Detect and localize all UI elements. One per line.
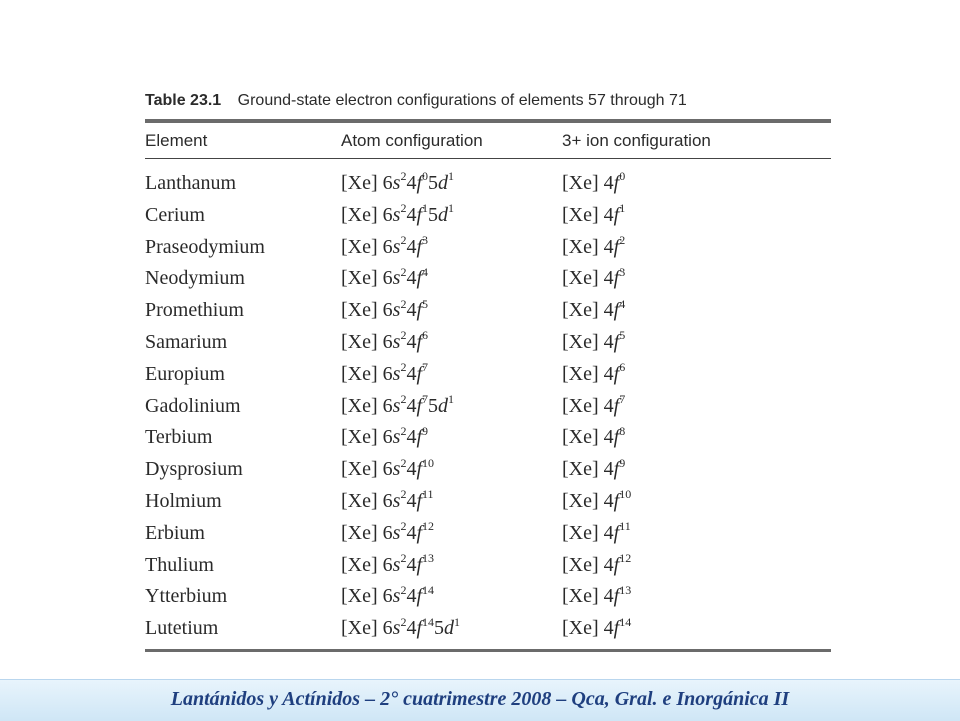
- ion-configuration: [562, 391, 626, 418]
- s-orbital-letter: s: [392, 203, 401, 226]
- element-name: Lanthanum: [145, 172, 237, 194]
- s-orbital-electrons: 2: [400, 423, 407, 438]
- f-orbital-shell: 4: [603, 585, 614, 608]
- f-orbital-letter: f: [416, 235, 422, 258]
- column-header-element: Element: [145, 131, 208, 150]
- core-xe: [Xe]: [562, 203, 604, 226]
- f-orbital-shell: 4: [603, 617, 614, 640]
- f-orbital-letter: f: [613, 458, 620, 481]
- ion-configuration: [562, 582, 632, 608]
- f-orbital-letter: f: [416, 426, 422, 449]
- element-name: Lutetium: [145, 617, 219, 640]
- f-orbital-shell: 4: [406, 617, 417, 640]
- f-orbital-electrons: 13: [619, 582, 632, 597]
- table-row: [0, 422, 960, 454]
- table-title: Ground-state electron configurations of elements 57 through 71: [237, 92, 687, 109]
- table-row: [0, 613, 960, 645]
- f-orbital-letter: f: [613, 330, 620, 353]
- s-orbital-letter: s: [392, 458, 401, 481]
- table-caption: [145, 92, 835, 116]
- f-orbital-letter: f: [416, 299, 422, 322]
- f-orbital-electrons: 3: [422, 232, 428, 247]
- element-name: Holmium: [145, 489, 222, 512]
- element-name: Europium: [145, 362, 225, 385]
- f-orbital-electrons: 9: [422, 423, 428, 438]
- ion-configuration: [562, 360, 626, 386]
- s-orbital-letter: s: [392, 299, 401, 322]
- f-orbital-letter: f: [613, 172, 620, 194]
- f-orbital-letter: f: [416, 489, 422, 512]
- element-name: Neodymium: [145, 267, 245, 290]
- s-orbital-shell: 6: [382, 585, 393, 608]
- element-name: Ytterbium: [145, 585, 228, 608]
- table-row: [0, 518, 960, 550]
- f-orbital-electrons: 1: [619, 201, 626, 216]
- core-xe: [Xe]: [562, 585, 604, 608]
- table-number: Table 23.1: [145, 92, 222, 109]
- f-orbital-electrons: 9: [619, 455, 626, 470]
- footer-text: Lantánidos y Actínidos – 2° cuatrimestre 2008 – Qca, Gral. e Inorgánica II: [170, 688, 790, 710]
- f-orbital-shell: 4: [603, 426, 614, 449]
- core-xe: [Xe]: [562, 426, 604, 449]
- s-orbital-electrons: 2: [400, 264, 407, 279]
- f-orbital-shell: 4: [406, 585, 417, 608]
- core-xe: [Xe]: [562, 235, 604, 258]
- d-orbital-shell: 5: [434, 617, 444, 640]
- ion-configuration: [562, 519, 631, 545]
- f-orbital-letter: f: [613, 203, 620, 226]
- core-xe: [Xe]: [562, 299, 604, 322]
- f-orbital-letter: f: [613, 267, 620, 290]
- f-orbital-shell: 4: [603, 362, 614, 385]
- f-orbital-letter: f: [613, 585, 620, 608]
- core-xe: [Xe]: [562, 521, 604, 544]
- f-orbital-letter: f: [416, 585, 422, 608]
- table-row: [0, 550, 960, 582]
- table-bottom-rule: [145, 649, 831, 652]
- s-orbital-letter: s: [392, 426, 401, 449]
- f-orbital-electrons: 0: [619, 169, 626, 184]
- f-orbital-electrons: 5: [619, 328, 626, 343]
- core-xe: [Xe]: [341, 489, 383, 512]
- d-orbital-shell: 5: [428, 394, 438, 417]
- f-orbital-shell: 4: [603, 521, 614, 544]
- core-xe: [Xe]: [341, 426, 383, 449]
- s-orbital-electrons: 2: [400, 169, 407, 184]
- f-orbital-shell: 4: [406, 267, 417, 290]
- f-orbital-shell: 4: [603, 172, 614, 194]
- f-orbital-electrons: 10: [422, 455, 434, 470]
- element-name: Cerium: [145, 203, 205, 226]
- s-orbital-shell: 6: [382, 235, 393, 258]
- f-orbital-letter: f: [416, 617, 422, 640]
- f-orbital-shell: 4: [603, 299, 614, 322]
- element-name: Promethium: [145, 299, 244, 322]
- f-orbital-electrons: 8: [619, 423, 626, 438]
- s-orbital-shell: 6: [382, 330, 393, 353]
- s-orbital-shell: 6: [382, 489, 393, 512]
- core-xe: [Xe]: [341, 203, 383, 226]
- s-orbital-letter: s: [392, 362, 401, 385]
- f-orbital-shell: 4: [406, 521, 417, 544]
- core-xe: [Xe]: [341, 617, 383, 640]
- f-orbital-electrons: 7: [422, 391, 428, 406]
- table-row: [0, 454, 960, 486]
- f-orbital-letter: f: [613, 617, 620, 640]
- column-header-ion-configuration: 3+ ion configuration: [562, 131, 711, 150]
- atom-configuration: [341, 232, 428, 259]
- core-xe: [Xe]: [341, 235, 383, 258]
- atom-configuration: [341, 582, 434, 608]
- ion-configuration: [562, 487, 632, 513]
- s-orbital-letter: s: [392, 235, 401, 258]
- core-xe: [Xe]: [341, 330, 383, 353]
- f-orbital-electrons: 6: [422, 328, 428, 343]
- s-orbital-letter: s: [392, 617, 401, 640]
- s-orbital-letter: s: [392, 585, 401, 608]
- ion-configuration: [562, 169, 626, 195]
- d-orbital-electrons: 1: [448, 169, 454, 184]
- atom-configuration: [341, 201, 454, 227]
- f-orbital-shell: 4: [603, 330, 614, 353]
- f-orbital-letter: f: [613, 489, 620, 512]
- s-orbital-electrons: 2: [400, 201, 407, 216]
- f-orbital-shell: 4: [603, 553, 614, 576]
- s-orbital-shell: 6: [382, 458, 393, 481]
- d-orbital-letter: d: [444, 617, 454, 640]
- f-orbital-letter: f: [416, 267, 422, 290]
- s-orbital-electrons: 2: [400, 328, 407, 343]
- f-orbital-electrons: 14: [422, 614, 434, 629]
- f-orbital-electrons: 4: [422, 264, 428, 279]
- f-orbital-electrons: 14: [422, 582, 434, 597]
- s-orbital-shell: 6: [382, 299, 393, 322]
- f-orbital-letter: f: [416, 458, 422, 481]
- s-orbital-shell: 6: [382, 553, 393, 576]
- s-orbital-electrons: 2: [400, 296, 407, 311]
- f-orbital-electrons: 7: [422, 360, 428, 375]
- f-orbital-letter: f: [613, 426, 620, 449]
- d-orbital-electrons: 1: [454, 614, 460, 629]
- core-xe: [Xe]: [562, 172, 604, 194]
- ion-configuration: [562, 264, 626, 290]
- element-name: Erbium: [145, 521, 205, 544]
- core-xe: [Xe]: [341, 362, 383, 385]
- f-orbital-letter: f: [613, 394, 620, 417]
- f-orbital-letter: f: [613, 521, 620, 544]
- f-orbital-shell: 4: [603, 489, 614, 512]
- table-row: [0, 295, 960, 327]
- s-orbital-letter: s: [392, 330, 401, 353]
- ion-configuration: [562, 455, 626, 481]
- s-orbital-electrons: 2: [400, 391, 407, 406]
- d-orbital-shell: 5: [428, 172, 438, 194]
- core-xe: [Xe]: [341, 553, 383, 576]
- core-xe: [Xe]: [562, 267, 604, 290]
- d-orbital-letter: d: [438, 203, 448, 226]
- s-orbital-letter: s: [392, 267, 401, 290]
- f-orbital-shell: 4: [406, 458, 417, 481]
- s-orbital-electrons: 2: [400, 232, 407, 247]
- s-orbital-electrons: 2: [400, 550, 407, 565]
- f-orbital-electrons: 11: [422, 487, 434, 502]
- table-row: [0, 327, 960, 359]
- footer-bar: [0, 679, 960, 721]
- f-orbital-shell: 4: [406, 394, 417, 417]
- table-top-rule: [145, 119, 831, 123]
- core-xe: [Xe]: [562, 553, 604, 576]
- d-orbital-letter: d: [438, 394, 448, 417]
- atom-configuration: [341, 423, 428, 449]
- f-orbital-shell: 4: [406, 235, 417, 258]
- s-orbital-electrons: 2: [400, 487, 407, 502]
- ion-configuration: [562, 296, 626, 322]
- table-header-rule: [145, 158, 831, 159]
- f-orbital-letter: f: [613, 235, 620, 258]
- f-orbital-electrons: 1: [422, 201, 428, 216]
- f-orbital-shell: 4: [603, 394, 614, 417]
- d-orbital-letter: d: [438, 172, 448, 194]
- f-orbital-shell: 4: [603, 235, 614, 258]
- f-orbital-letter: f: [613, 362, 620, 385]
- s-orbital-electrons: 2: [400, 614, 407, 629]
- f-orbital-electrons: 2: [619, 232, 626, 247]
- table-row: [0, 391, 960, 423]
- s-orbital-electrons: 2: [400, 582, 407, 597]
- s-orbital-shell: 6: [382, 426, 393, 449]
- s-orbital-letter: s: [392, 521, 401, 544]
- core-xe: [Xe]: [341, 172, 383, 194]
- atom-configuration: [341, 169, 454, 195]
- f-orbital-electrons: 7: [619, 391, 626, 406]
- s-orbital-letter: s: [392, 553, 401, 576]
- atom-configuration: [341, 360, 428, 386]
- s-orbital-shell: 6: [382, 362, 393, 385]
- element-name: Terbium: [145, 426, 213, 449]
- atom-configuration: [341, 487, 434, 513]
- core-xe: [Xe]: [562, 394, 604, 417]
- ion-configuration: [562, 614, 632, 640]
- f-orbital-letter: f: [416, 362, 422, 385]
- ion-configuration: [562, 232, 626, 259]
- element-name: Gadolinium: [145, 394, 241, 417]
- core-xe: [Xe]: [562, 330, 604, 353]
- f-orbital-letter: f: [613, 299, 620, 322]
- f-orbital-letter: f: [416, 203, 422, 226]
- f-orbital-shell: 4: [406, 299, 417, 322]
- element-name: Thulium: [145, 553, 214, 576]
- f-orbital-shell: 4: [406, 203, 417, 226]
- ion-configuration: [562, 423, 626, 449]
- f-orbital-letter: f: [416, 172, 422, 194]
- f-orbital-shell: 4: [603, 267, 614, 290]
- core-xe: [Xe]: [341, 458, 383, 481]
- core-xe: [Xe]: [341, 267, 383, 290]
- atom-configuration: [341, 391, 454, 418]
- f-orbital-shell: 4: [603, 203, 614, 226]
- d-orbital-electrons: 1: [448, 391, 454, 406]
- s-orbital-shell: 6: [382, 394, 393, 417]
- s-orbital-shell: 6: [382, 203, 393, 226]
- table-row: [0, 359, 960, 391]
- f-orbital-shell: 4: [603, 458, 614, 481]
- ion-configuration: [562, 328, 626, 354]
- s-orbital-electrons: 2: [400, 455, 407, 470]
- atom-configuration: [341, 264, 428, 290]
- table-row: [0, 263, 960, 295]
- element-name: Praseodymium: [145, 235, 265, 258]
- s-orbital-letter: s: [392, 172, 401, 194]
- core-xe: [Xe]: [562, 458, 604, 481]
- core-xe: [Xe]: [562, 362, 604, 385]
- atom-configuration: [341, 328, 428, 354]
- d-orbital-electrons: 1: [448, 201, 454, 216]
- f-orbital-shell: 4: [406, 489, 417, 512]
- f-orbital-electrons: 11: [619, 519, 631, 534]
- f-orbital-electrons: 4: [619, 296, 626, 311]
- ion-configuration: [562, 550, 632, 577]
- f-orbital-shell: 4: [406, 172, 417, 194]
- f-orbital-electrons: 0: [422, 169, 428, 184]
- element-name: Dysprosium: [145, 458, 243, 481]
- s-orbital-letter: s: [392, 489, 401, 512]
- table-row: [0, 232, 960, 264]
- atom-configuration: [341, 614, 460, 640]
- table-row: [0, 486, 960, 518]
- f-orbital-electrons: 14: [619, 614, 632, 629]
- core-xe: [Xe]: [562, 617, 604, 640]
- atom-configuration: [341, 296, 428, 322]
- core-xe: [Xe]: [341, 394, 383, 417]
- table-row: [0, 168, 960, 200]
- d-orbital-shell: 5: [428, 203, 438, 226]
- f-orbital-electrons: 12: [619, 550, 632, 565]
- s-orbital-shell: 6: [382, 172, 393, 194]
- f-orbital-electrons: 12: [422, 519, 434, 534]
- f-orbital-electrons: 6: [619, 360, 626, 375]
- core-xe: [Xe]: [341, 299, 383, 322]
- table-row: [0, 581, 960, 613]
- s-orbital-shell: 6: [382, 267, 393, 290]
- core-xe: [Xe]: [562, 489, 604, 512]
- f-orbital-shell: 4: [406, 362, 417, 385]
- s-orbital-electrons: 2: [400, 519, 407, 534]
- atom-configuration: [341, 550, 434, 577]
- table-row: [0, 200, 960, 232]
- f-orbital-letter: f: [416, 521, 422, 544]
- f-orbital-letter: f: [416, 553, 422, 576]
- f-orbital-shell: 4: [406, 426, 417, 449]
- f-orbital-letter: f: [613, 553, 620, 576]
- f-orbital-shell: 4: [406, 553, 417, 576]
- f-orbital-electrons: 13: [422, 550, 434, 565]
- s-orbital-shell: 6: [382, 617, 393, 640]
- atom-configuration: [341, 455, 434, 481]
- core-xe: [Xe]: [341, 521, 383, 544]
- element-name: Samarium: [145, 330, 228, 353]
- atom-configuration: [341, 519, 434, 545]
- f-orbital-letter: f: [416, 330, 422, 353]
- f-orbital-shell: 4: [406, 330, 417, 353]
- column-header-atom-configuration: Atom configuration: [341, 131, 483, 150]
- s-orbital-letter: s: [392, 394, 401, 417]
- s-orbital-shell: 6: [382, 521, 393, 544]
- ion-configuration: [562, 201, 626, 227]
- table-body: [0, 168, 960, 645]
- s-orbital-electrons: 2: [400, 360, 407, 375]
- f-orbital-electrons: 3: [619, 264, 626, 279]
- f-orbital-electrons: 5: [422, 296, 428, 311]
- f-orbital-letter: f: [416, 394, 422, 417]
- core-xe: [Xe]: [341, 585, 383, 608]
- f-orbital-electrons: 10: [619, 487, 632, 502]
